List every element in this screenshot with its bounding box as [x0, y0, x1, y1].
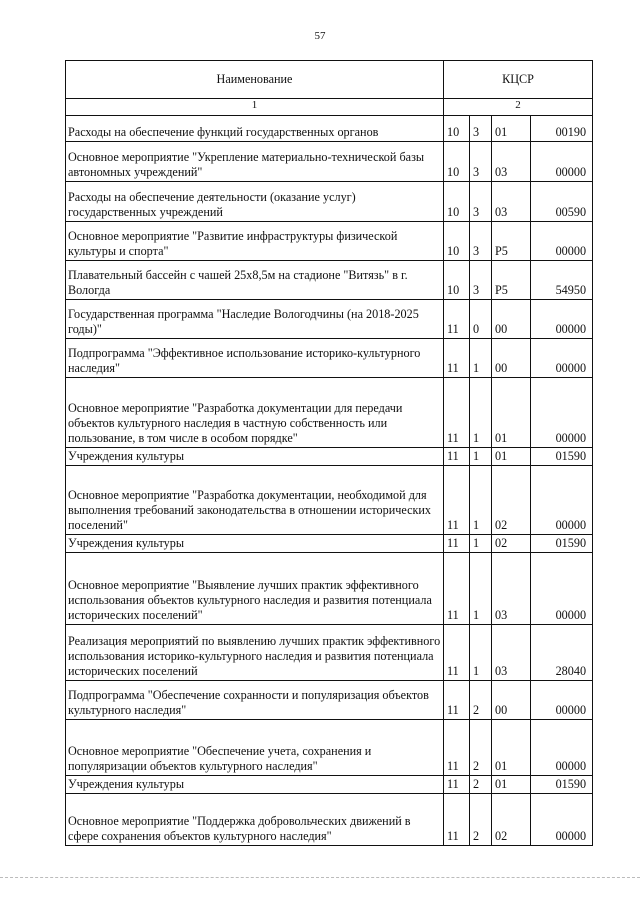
row-code-part1: 11 [444, 535, 470, 553]
row-name: Основное мероприятие "Обеспечение учета, сохранения и популяризации объектов культурного наследия" [66, 720, 444, 776]
row-code-part1: 10 [444, 116, 470, 142]
row-code-part2: 1 [470, 625, 492, 681]
row-code-part4: 00000 [531, 794, 593, 846]
row-name: Подпрограмма "Эффективное использование историко-культурного наследия" [66, 339, 444, 378]
table-row [66, 222, 593, 261]
row-name: Реализация мероприятий по выявлению лучших практик эффективного использования историко-культурного наследия и развития потенциала исторических поселений [66, 625, 444, 681]
row-code-part4: 00000 [531, 339, 593, 378]
row-name: Государственная программа "Наследие Вологодчины (на 2018-2025 годы)" [66, 300, 444, 339]
row-code-part3: 03 [492, 182, 531, 222]
table-row [66, 776, 593, 794]
row-name: Плавательный бассейн с чашей 25х8,5м на стадионе "Витязь" в г. Вологда [66, 261, 444, 300]
table-row [66, 625, 593, 681]
row-code-part4: 54950 [531, 261, 593, 300]
row-code-part2: 1 [470, 466, 492, 535]
row-code-part4: 00000 [531, 378, 593, 448]
table-row [66, 378, 593, 448]
row-code-part1: 10 [444, 142, 470, 182]
header-kcsr: КЦСР [444, 61, 593, 99]
row-code-part3: 03 [492, 142, 531, 182]
row-name: Учреждения культуры [66, 776, 444, 794]
row-code-part3: 00 [492, 681, 531, 720]
column-number-name: 1 [66, 99, 444, 116]
row-code-part3: 02 [492, 794, 531, 846]
row-code-part3: P5 [492, 261, 531, 300]
row-code-part2: 1 [470, 535, 492, 553]
row-code-part3: 01 [492, 720, 531, 776]
table-row [66, 300, 593, 339]
row-code-part2: 3 [470, 222, 492, 261]
row-code-part4: 01590 [531, 535, 593, 553]
row-code-part4: 01590 [531, 448, 593, 466]
table-row [66, 794, 593, 846]
row-code-part1: 11 [444, 776, 470, 794]
row-code-part4: 00000 [531, 681, 593, 720]
page-edge-line [0, 877, 640, 878]
row-code-part3: 01 [492, 448, 531, 466]
row-code-part1: 11 [444, 553, 470, 625]
row-code-part3: 03 [492, 553, 531, 625]
row-name: Основное мероприятие "Поддержка добровольческих движений в сфере сохранения объектов культурного наследия" [66, 794, 444, 846]
row-code-part2: 2 [470, 794, 492, 846]
row-code-part1: 10 [444, 182, 470, 222]
column-number-row [66, 99, 593, 116]
row-code-part3: 00 [492, 339, 531, 378]
row-name: Основное мероприятие "Укрепление материально-технической базы автономных учреждений" [66, 142, 444, 182]
row-code-part1: 10 [444, 261, 470, 300]
row-name: Учреждения культуры [66, 535, 444, 553]
row-code-part2: 2 [470, 776, 492, 794]
row-code-part1: 11 [444, 378, 470, 448]
row-code-part3: 02 [492, 535, 531, 553]
row-code-part4: 00000 [531, 222, 593, 261]
row-code-part1: 11 [444, 339, 470, 378]
row-name: Основное мероприятие "Разработка документации для передачи объектов культурного наследия в частную собственность или пользование, в том числе в особом порядке" [66, 378, 444, 448]
row-code-part2: 2 [470, 681, 492, 720]
row-name: Основное мероприятие "Выявление лучших практик эффективного использования объектов культурного наследия и развития потенциала исторических поселений" [66, 553, 444, 625]
row-code-part2: 1 [470, 448, 492, 466]
row-code-part1: 11 [444, 720, 470, 776]
row-code-part3: 02 [492, 466, 531, 535]
column-number-kcsr: 2 [444, 99, 593, 116]
row-name: Основное мероприятие "Развитие инфраструктуры физической культуры и спорта" [66, 222, 444, 261]
table-row [66, 142, 593, 182]
table-row [66, 116, 593, 142]
row-code-part4: 00000 [531, 142, 593, 182]
row-name: Учреждения культуры [66, 448, 444, 466]
table-row [66, 535, 593, 553]
row-code-part4: 00000 [531, 300, 593, 339]
table-row [66, 261, 593, 300]
row-code-part3: 03 [492, 625, 531, 681]
row-code-part3: 01 [492, 116, 531, 142]
row-name: Расходы на обеспечение деятельности (оказание услуг) государственных учреждений [66, 182, 444, 222]
row-code-part2: 0 [470, 300, 492, 339]
table-row [66, 448, 593, 466]
row-code-part1: 10 [444, 222, 470, 261]
budget-table [65, 60, 593, 846]
table-header-row [66, 61, 593, 99]
row-code-part2: 1 [470, 553, 492, 625]
row-code-part4: 28040 [531, 625, 593, 681]
row-code-part2: 3 [470, 116, 492, 142]
page-number: 57 [314, 30, 326, 42]
header-name: Наименование [66, 61, 444, 99]
row-name: Подпрограмма "Обеспечение сохранности и популяризация объектов культурного наследия" [66, 681, 444, 720]
row-code-part2: 1 [470, 378, 492, 448]
table-row [66, 339, 593, 378]
table-row [66, 182, 593, 222]
row-name: Расходы на обеспечение функций государственных органов [66, 116, 444, 142]
row-code-part1: 11 [444, 466, 470, 535]
table-row [66, 720, 593, 776]
row-code-part2: 3 [470, 182, 492, 222]
row-code-part2: 1 [470, 339, 492, 378]
table-row [66, 466, 593, 535]
row-code-part1: 11 [444, 681, 470, 720]
row-name: Основное мероприятие "Разработка документации, необходимой для выполнения требований законодательства в отношении исторических поселений" [66, 466, 444, 535]
table-row [66, 681, 593, 720]
row-code-part2: 3 [470, 261, 492, 300]
row-code-part4: 00590 [531, 182, 593, 222]
row-code-part2: 2 [470, 720, 492, 776]
row-code-part4: 00190 [531, 116, 593, 142]
row-code-part1: 11 [444, 300, 470, 339]
row-code-part1: 11 [444, 448, 470, 466]
table-row [66, 553, 593, 625]
row-code-part4: 00000 [531, 720, 593, 776]
row-code-part4: 01590 [531, 776, 593, 794]
row-code-part3: 01 [492, 378, 531, 448]
row-code-part4: 00000 [531, 553, 593, 625]
row-code-part1: 11 [444, 625, 470, 681]
row-code-part3: 00 [492, 300, 531, 339]
row-code-part2: 3 [470, 142, 492, 182]
row-code-part3: P5 [492, 222, 531, 261]
row-code-part4: 00000 [531, 466, 593, 535]
row-code-part1: 11 [444, 794, 470, 846]
row-code-part3: 01 [492, 776, 531, 794]
